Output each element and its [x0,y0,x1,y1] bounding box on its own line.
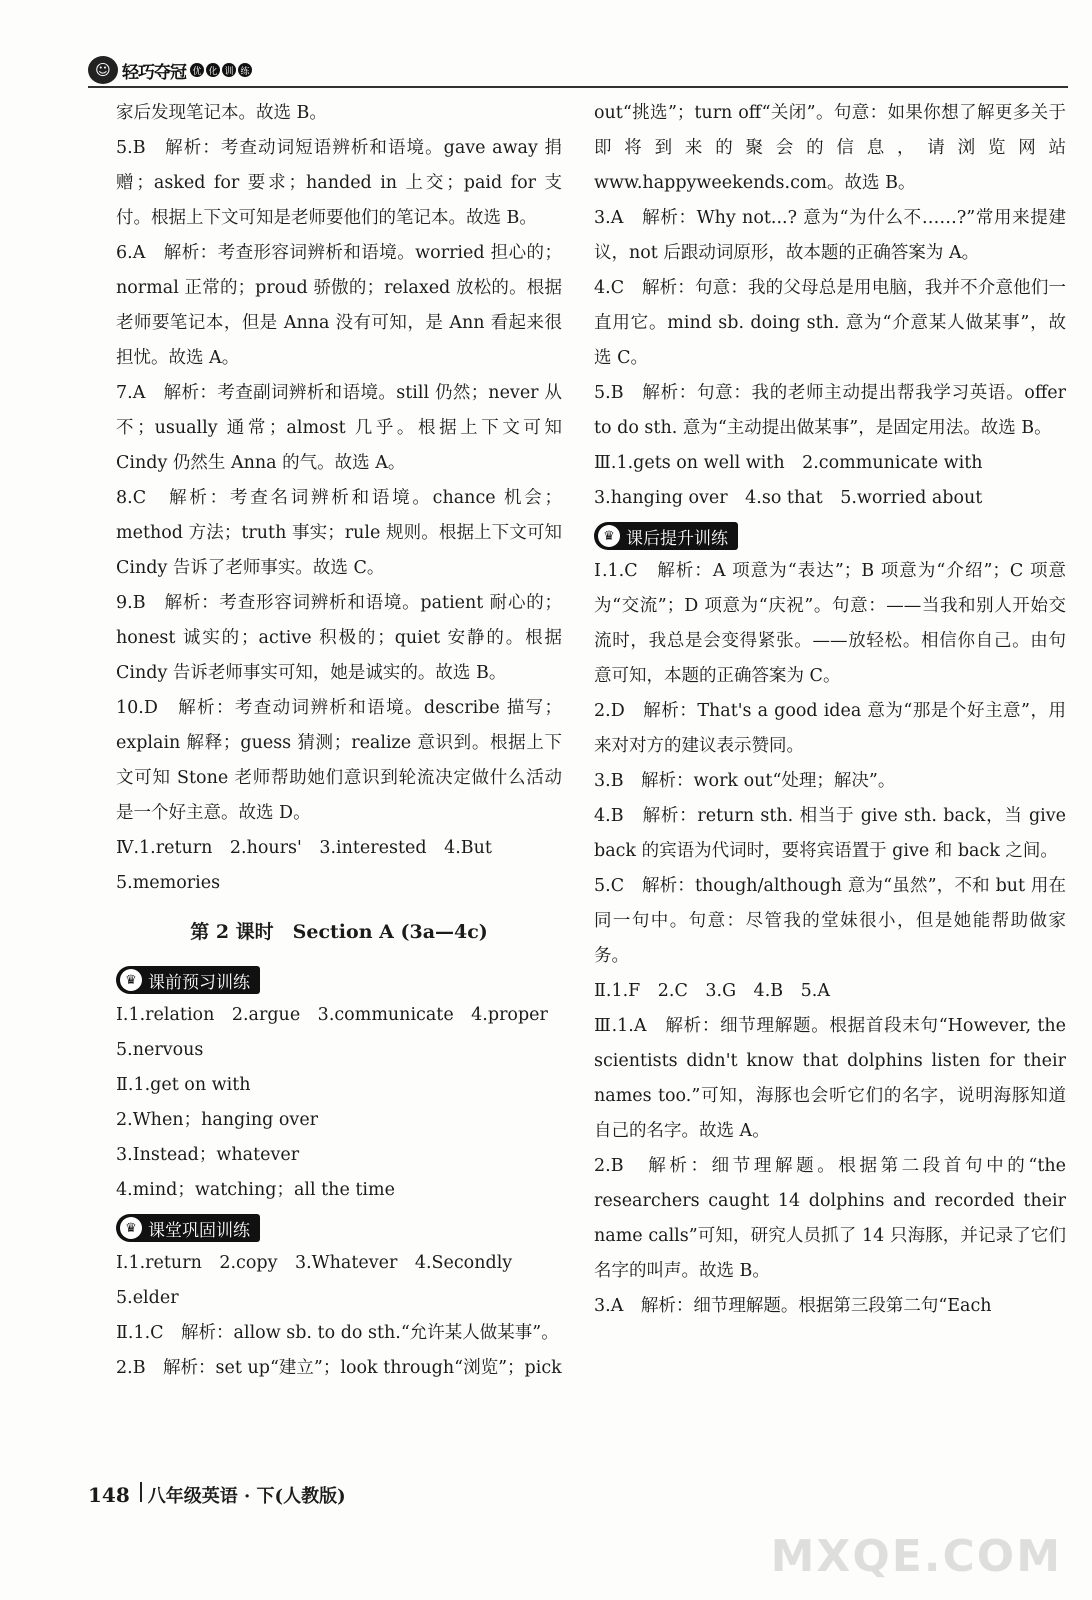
crown-icon: ♛ [120,969,142,991]
brand-tag: 训 [222,63,236,77]
section-badge-after [594,522,738,550]
answer-paragraph: 6.A 解析：考查形容词辨析和语境。worried 担心的；normal 正常的；proud 骄傲的；relaxed 放松的。根据老师要笔记本，但是 Anna 没有可知，是 Ann 看起来很担忧。故选 A。 [116,243,562,368]
answer-line: 3.hanging over 4.so that 5.worried about [594,488,983,508]
answer-line: 4.mind；watching；all the time [116,1180,395,1200]
answer-paragraph: 7.A 解析：考查副词辨析和语境。still 仍然；never 从不；usually 通常；almost 几乎。根据上下文可知 Cindy 仍然生 Anna 的气。故选 A。 [116,383,562,473]
answer-paragraph: 4.C 解析：句意：我的父母总是用电脑，我并不介意他们一直用它。mind sb. doing sth. 意为“介意某人做某事”，故选 C。 [594,278,1066,368]
section-badge-preview [116,966,260,994]
answer-paragraph: 4.B 解析：return sth. 相当于 give sth. back，当 give back 的宾语为代词时，要将宾语置于 give 和 back 之间。 [594,806,1066,861]
brand-tags [190,63,252,77]
crown-icon: ♛ [598,525,620,547]
watermark: MXQE.COM [770,1531,1062,1582]
brand-name: 轻巧夺冠 [122,62,186,83]
answer-line: 5.nervous [116,1040,204,1060]
badge-label: 课后提升训练 [626,528,728,549]
crown-icon: ♛ [120,1217,142,1239]
page-number: 148 [88,1483,130,1507]
header-divider [88,86,1068,88]
answer-paragraph: 9.B 解析：考查形容词辨析和语境。patient 耐心的；honest 诚实的；active 积极的；quiet 安静的。根据 Cindy 告诉老师事实可知，她是诚实的。故选 B。 [116,593,562,683]
footer-divider [140,1482,142,1502]
answer-paragraph: 2.B 解析：细节理解题。根据第二段首句中的“the researchers caught 14 dolphins and recorded their name calls”可知，研究人员抓了 14 只海豚，并记录了它们名字的叫声。故选 B。 [594,1156,1066,1281]
answer-paragraph: 3.A 解析：细节理解题。根据第三段第二句“Each [594,1296,992,1316]
answer-line: 5.elder [116,1288,179,1308]
book-title: 八年级英语 · 下(人教版) [147,1486,346,1507]
page-header [88,56,1068,90]
section-title: 第 2 课时 Section A (3a—4c) [190,921,488,943]
badge-label: 课堂巩固训练 [148,1220,250,1241]
answer-line: Ⅰ.1.relation 2.argue 3.communicate 4.proper [116,1005,548,1025]
page-footer [88,1482,346,1508]
left-column [116,96,562,1386]
answer-line: Ⅱ.1.get on with [116,1075,251,1095]
brand-tag: 化 [206,63,220,77]
answer-paragraph: 3.B 解析：work out“处理；解决”。 [594,771,896,791]
answer-paragraph: out“挑选”；turn off“关闭”。句意：如果你想了解更多关于即将到来的聚会的信息，请浏览网站 www.happyweekends.com。故选 B。 [594,103,1066,193]
badge-label: 课前预习训练 [148,972,250,993]
answer-paragraph: Ⅲ.1.A 解析：细节理解题。根据首段末句“However, the scientists didn't know that dolphins listen for their names too.”可知，海豚也会听它们的名字，说明海豚知道自己的名字。故选 A。 [594,1016,1066,1141]
answer-paragraph: Ⅳ.1.return 2.hours' 3.interested 4.But [116,838,492,858]
answer-paragraph: 10.D 解析：考查动词辨析和语境。describe 描写；explain 解释；guess 猜测；realize 意识到。根据上下文可知 Stone 老师帮助她们意识到轮流决定做什么活动是一个好主意。故选 D。 [116,698,562,823]
answer-paragraph: Ⅰ.1.C 解析：A 项意为“表达”；B 项意为“介绍”；C 项意为“交流”；D 项意为“庆祝”。句意：——当我和别人开始交流时，我总是会变得紧张。——放轻松。相信你自己。由句意可知，本题的正确答案为 C。 [594,561,1066,686]
answer-line: 2.B 解析：set up“建立”；look through“浏览”；pick [116,1358,562,1378]
answer-paragraph: 8.C 解析：考查名词辨析和语境。chance 机会；method 方法；truth 事实；rule 规则。根据上下文可知 Cindy 告诉了老师事实。故选 C。 [116,488,562,578]
right-column [594,96,1066,1324]
answer-line: Ⅰ.1.return 2.copy 3.Whatever 4.Secondly [116,1253,513,1273]
answer-line: Ⅱ.1.C 解析：allow sb. to do sth.“允许某人做某事”。 [116,1323,559,1343]
answer-line: Ⅱ.1.F 2.C 3.G 4.B 5.A [594,981,830,1001]
answer-paragraph: 5.B 解析：句意：我的老师主动提出帮我学习英语。offer to do sth. 意为“主动提出做某事”，是固定用法。故选 B。 [594,383,1066,438]
answer-paragraph: 5.B 解析：考查动词短语辨析和语境。gave away 捐赠；asked for 要求；handed in 上交；paid for 支付。根据上下文可知是老师要他们的笔记本。故选 B。 [116,138,562,228]
answer-paragraph: 家后发现笔记本。故选 B。 [116,103,327,123]
brand-logo-icon: ☺ [88,56,118,84]
section-badge-class [116,1214,260,1242]
answer-line: 2.When；hanging over [116,1110,319,1130]
answer-paragraph: 5.memories [116,873,221,893]
answer-paragraph: 3.A 解析：Why not...? 意为“为什么不……?”常用来提建议，not 后跟动词原形，故本题的正确答案为 A。 [594,208,1066,263]
answer-paragraph: 2.D 解析：That's a good idea 意为“那是个好主意”，用来对对方的建议表示赞同。 [594,701,1066,756]
brand-tag: 优 [190,63,204,77]
brand-tag: 练 [238,63,252,77]
brand [88,56,252,84]
answer-line: Ⅲ.1.gets on well with 2.communicate with [594,453,983,473]
answer-line: 3.Instead；whatever [116,1145,300,1165]
answer-paragraph: 5.C 解析：though/although 意为“虽然”，不和 but 用在同一句中。句意：尽管我的堂妹很小，但是她能帮助做家务。 [594,876,1066,966]
